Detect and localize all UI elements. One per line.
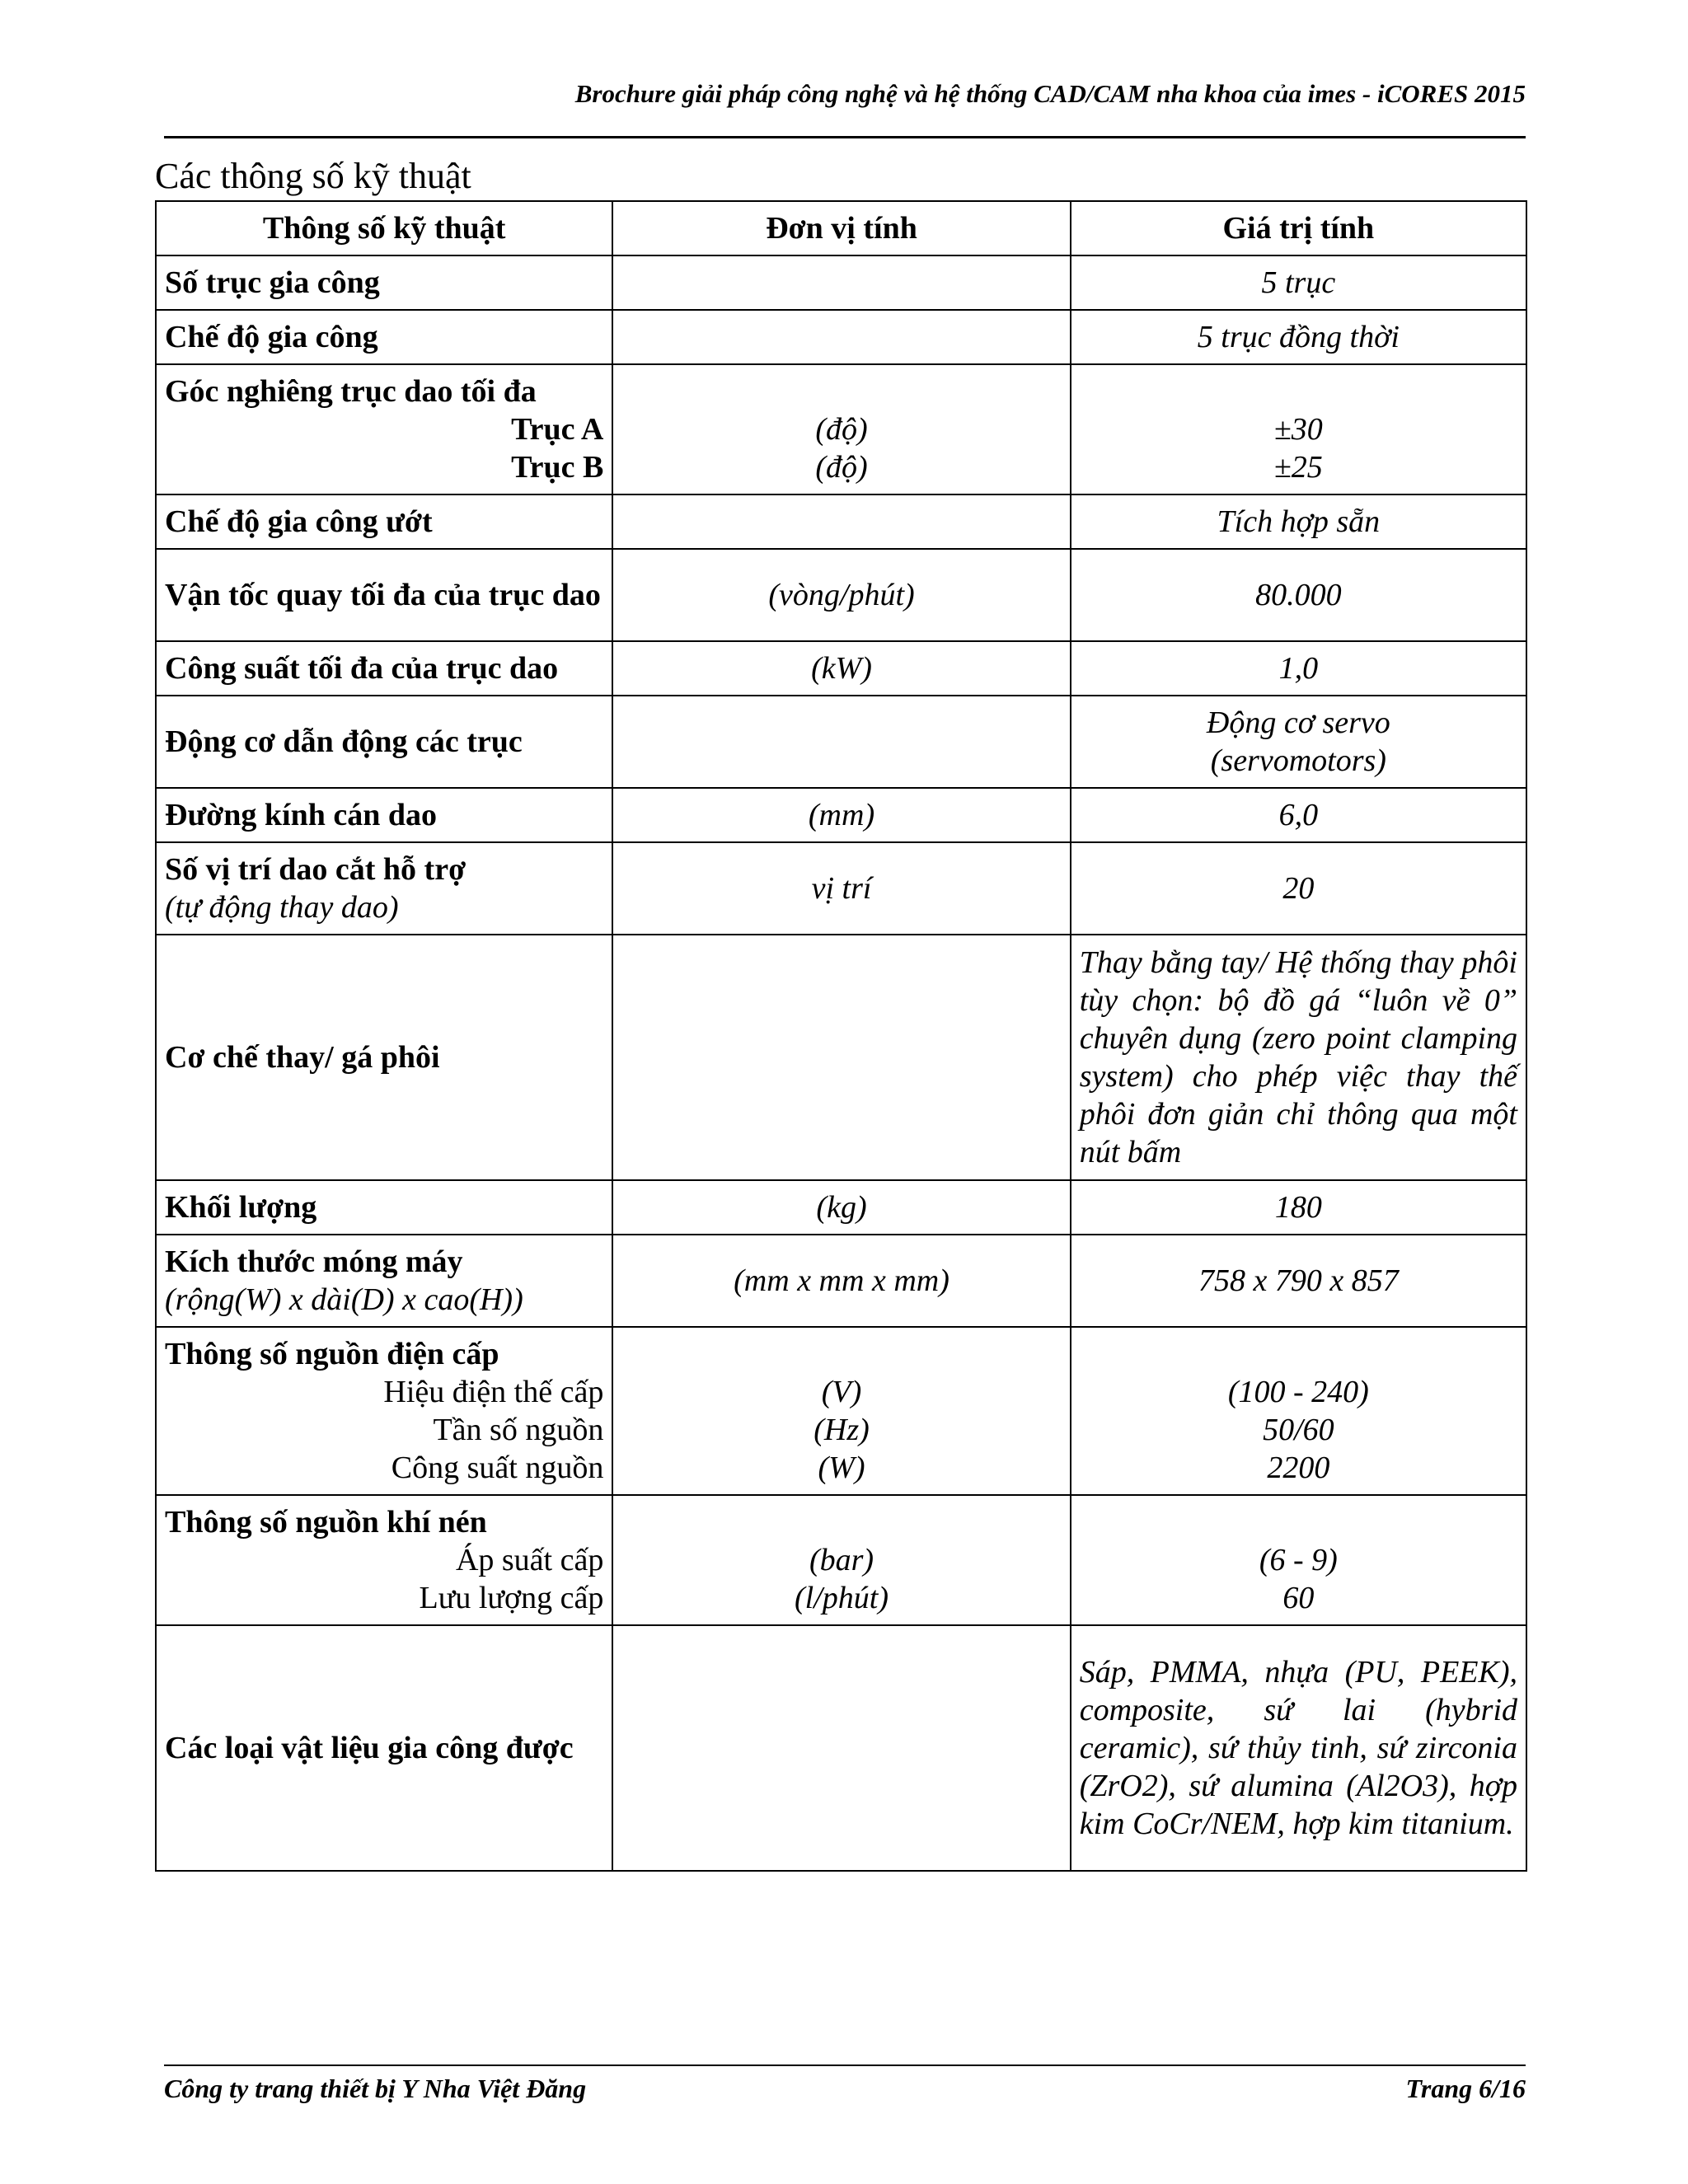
- spec-unit: [612, 494, 1070, 549]
- spec-table: [155, 200, 1527, 1872]
- spec-value: Thay bằng tay/ Hệ thống thay phôi tùy chọn: bộ đồ gá “luôn về 0” chuyên dụng (zero point clamping system) cho phép việc thay thế phôi đơn giản chỉ thông qua một nút bấm: [1071, 935, 1526, 1180]
- spec-label: Công suất tối đa của trục dao: [156, 641, 612, 696]
- table-row: [156, 1495, 1526, 1625]
- spec-unit-cell: [612, 364, 1070, 494]
- spec-sublabel: Tần số nguồn: [433, 1413, 604, 1447]
- spec-label: Thông số nguồn điện cấp: [165, 1337, 499, 1371]
- table-row: [156, 842, 1526, 935]
- spec-value: 20: [1071, 842, 1526, 935]
- spec-sublabel: Hiệu điện thế cấp: [383, 1375, 604, 1409]
- spec-value-cell: [1071, 696, 1526, 788]
- spec-value: ±30: [1273, 412, 1323, 447]
- spec-label-cell: [156, 1235, 612, 1327]
- spec-label: Thông số nguồn khí nén: [165, 1505, 487, 1540]
- spec-value-cell: [1071, 364, 1526, 494]
- table-row: [156, 364, 1526, 494]
- spec-unit: (V): [821, 1375, 862, 1409]
- spec-value-line: Động cơ servo: [1206, 705, 1390, 740]
- table-row: [156, 255, 1526, 310]
- spec-unit: (vòng/phút): [612, 549, 1070, 641]
- spec-sublabel: Trục B: [511, 450, 604, 485]
- spec-label-cell: [156, 364, 612, 494]
- spec-value: ±25: [1273, 450, 1323, 485]
- spec-sublabel: Công suất nguồn: [391, 1451, 604, 1485]
- spec-label: Kích thước móng máy: [165, 1244, 463, 1279]
- table-row: [156, 549, 1526, 641]
- header-title: Brochure giải pháp công nghệ và hệ thống CAD/CAM nha khoa của imes - iCORES 2015: [574, 79, 1526, 108]
- footer-company: Công ty trang thiết bị Y Nha Việt Đăng: [164, 2074, 587, 2103]
- spec-unit: (bar): [809, 1543, 874, 1577]
- spec-label: Khối lượng: [156, 1180, 612, 1235]
- spec-unit: (mm x mm x mm): [612, 1235, 1070, 1327]
- table-row: [156, 1235, 1526, 1327]
- spec-label-cell: [156, 1495, 612, 1625]
- spec-value: 60: [1282, 1581, 1315, 1615]
- spec-unit: [612, 1625, 1070, 1871]
- header-divider: [164, 136, 1526, 138]
- spec-unit: (W): [818, 1451, 865, 1485]
- spec-value: 50/60: [1263, 1413, 1334, 1447]
- spec-unit: [612, 935, 1070, 1180]
- spec-unit: (độ): [815, 412, 868, 447]
- spec-unit: (độ): [815, 450, 868, 485]
- spec-value: 2200: [1267, 1451, 1330, 1485]
- spec-label: Số trục gia công: [156, 255, 612, 310]
- spec-value: 6,0: [1071, 788, 1526, 842]
- spec-label: Các loại vật liệu gia công được: [156, 1625, 612, 1871]
- spec-value: (6 - 9): [1259, 1543, 1338, 1577]
- spec-label: Đường kính cán dao: [156, 788, 612, 842]
- spec-unit: (kW): [612, 641, 1070, 696]
- footer-divider: [164, 2064, 1526, 2066]
- column-header: Đơn vị tính: [612, 201, 1070, 255]
- spec-value: 180: [1071, 1180, 1526, 1235]
- spec-unit: (Hz): [814, 1413, 870, 1447]
- table-row: [156, 1625, 1526, 1871]
- spec-value-line: (servomotors): [1210, 743, 1386, 778]
- spec-value-cell: [1071, 1495, 1526, 1625]
- table-row: [156, 1327, 1526, 1495]
- table-row: [156, 788, 1526, 842]
- spec-value: 80.000: [1071, 549, 1526, 641]
- spec-unit: (kg): [612, 1180, 1070, 1235]
- spec-value: Tích hợp sẵn: [1071, 494, 1526, 549]
- spec-unit: vị trí: [612, 842, 1070, 935]
- spec-label: Cơ chế thay/ gá phôi: [156, 935, 612, 1180]
- table-header-row: [156, 201, 1526, 255]
- spec-label: Góc nghiêng trục dao tối đa: [165, 374, 537, 409]
- spec-unit: (mm): [612, 788, 1070, 842]
- spec-label-cell: [156, 842, 612, 935]
- spec-value: 5 trục: [1071, 255, 1526, 310]
- spec-note: (rộng(W) x dài(D) x cao(H)): [165, 1282, 523, 1317]
- spec-label: Vận tốc quay tối đa của trục dao: [156, 549, 612, 641]
- spec-unit: [612, 696, 1070, 788]
- spec-label: Động cơ dẫn động các trục: [156, 696, 612, 788]
- spec-value: 758 x 790 x 857: [1071, 1235, 1526, 1327]
- spec-value: Sáp, PMMA, nhựa (PU, PEEK), composite, sứ lai (hybrid ceramic), sứ thủy tinh, sứ zirconia (ZrO2), sứ alumina (Al2O3), hợp kim CoCr/NEM, hợp kim titanium.: [1071, 1625, 1526, 1871]
- column-header: Giá trị tính: [1071, 201, 1526, 255]
- spec-value: (100 - 240): [1227, 1375, 1369, 1409]
- table-row: [156, 310, 1526, 364]
- column-header: Thông số kỹ thuật: [156, 201, 612, 255]
- table-row: [156, 494, 1526, 549]
- footer-page-number: Trang 6/16: [1405, 2074, 1526, 2103]
- spec-sublabel: Lưu lượng cấp: [419, 1581, 604, 1615]
- spec-unit: (l/phút): [795, 1581, 889, 1615]
- spec-label: Số vị trí dao cắt hỗ trợ: [165, 852, 467, 887]
- table-row: [156, 1180, 1526, 1235]
- spec-sublabel: Trục A: [511, 412, 604, 447]
- spec-note: (tự động thay dao): [165, 890, 399, 925]
- spec-label: Chế độ gia công: [156, 310, 612, 364]
- table-row: [156, 696, 1526, 788]
- spec-unit-cell: [612, 1495, 1070, 1625]
- table-row: [156, 641, 1526, 696]
- table-row: [156, 935, 1526, 1180]
- spec-label-cell: [156, 1327, 612, 1495]
- spec-sublabel: Áp suất cấp: [455, 1543, 604, 1577]
- spec-unit: [612, 255, 1070, 310]
- spec-unit-cell: [612, 1327, 1070, 1495]
- spec-value: 5 trục đồng thời: [1071, 310, 1526, 364]
- spec-value: 1,0: [1071, 641, 1526, 696]
- section-title: Các thông số kỹ thuật: [155, 156, 471, 196]
- spec-value-cell: [1071, 1327, 1526, 1495]
- spec-unit: [612, 310, 1070, 364]
- spec-label: Chế độ gia công ướt: [156, 494, 612, 549]
